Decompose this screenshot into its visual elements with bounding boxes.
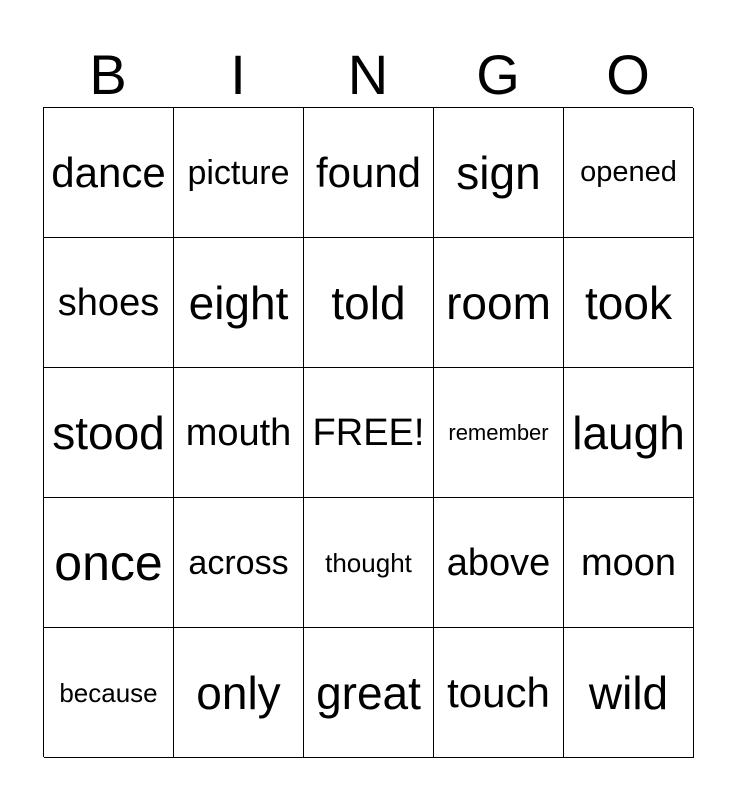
- bingo-cell[interactable]: shoes: [44, 238, 174, 368]
- bingo-cell[interactable]: remember: [434, 368, 564, 498]
- bingo-header: [43, 42, 693, 108]
- bingo-cell[interactable]: great: [304, 628, 434, 758]
- header-letter-b: B: [89, 43, 127, 106]
- bingo-cell[interactable]: mouth: [174, 368, 304, 498]
- bingo-cell[interactable]: because: [44, 628, 174, 758]
- bingo-cell[interactable]: thought: [304, 498, 434, 628]
- header-letter-i: I: [230, 43, 246, 106]
- bingo-cell[interactable]: above: [434, 498, 564, 628]
- bingo-cell[interactable]: only: [174, 628, 304, 758]
- header-letter-o: O: [606, 43, 650, 106]
- bingo-cell[interactable]: picture: [174, 108, 304, 238]
- bingo-cell[interactable]: wild: [564, 628, 694, 758]
- header-letter-g: G: [476, 43, 520, 106]
- bingo-cell[interactable]: found: [304, 108, 434, 238]
- bingo-cell[interactable]: opened: [564, 108, 694, 238]
- bingo-grid: [43, 107, 693, 757]
- bingo-cell[interactable]: eight: [174, 238, 304, 368]
- bingo-cell[interactable]: stood: [44, 368, 174, 498]
- bingo-cell[interactable]: touch: [434, 628, 564, 758]
- bingo-cell[interactable]: took: [564, 238, 694, 368]
- bingo-cell[interactable]: moon: [564, 498, 694, 628]
- bingo-cell[interactable]: sign: [434, 108, 564, 238]
- free-space-cell: FREE!: [304, 368, 434, 498]
- bingo-cell[interactable]: room: [434, 238, 564, 368]
- bingo-cell[interactable]: once: [44, 498, 174, 628]
- bingo-cell[interactable]: told: [304, 238, 434, 368]
- bingo-cell[interactable]: dance: [44, 108, 174, 238]
- bingo-cell[interactable]: laugh: [564, 368, 694, 498]
- header-letter-n: N: [347, 43, 389, 106]
- bingo-cell[interactable]: across: [174, 498, 304, 628]
